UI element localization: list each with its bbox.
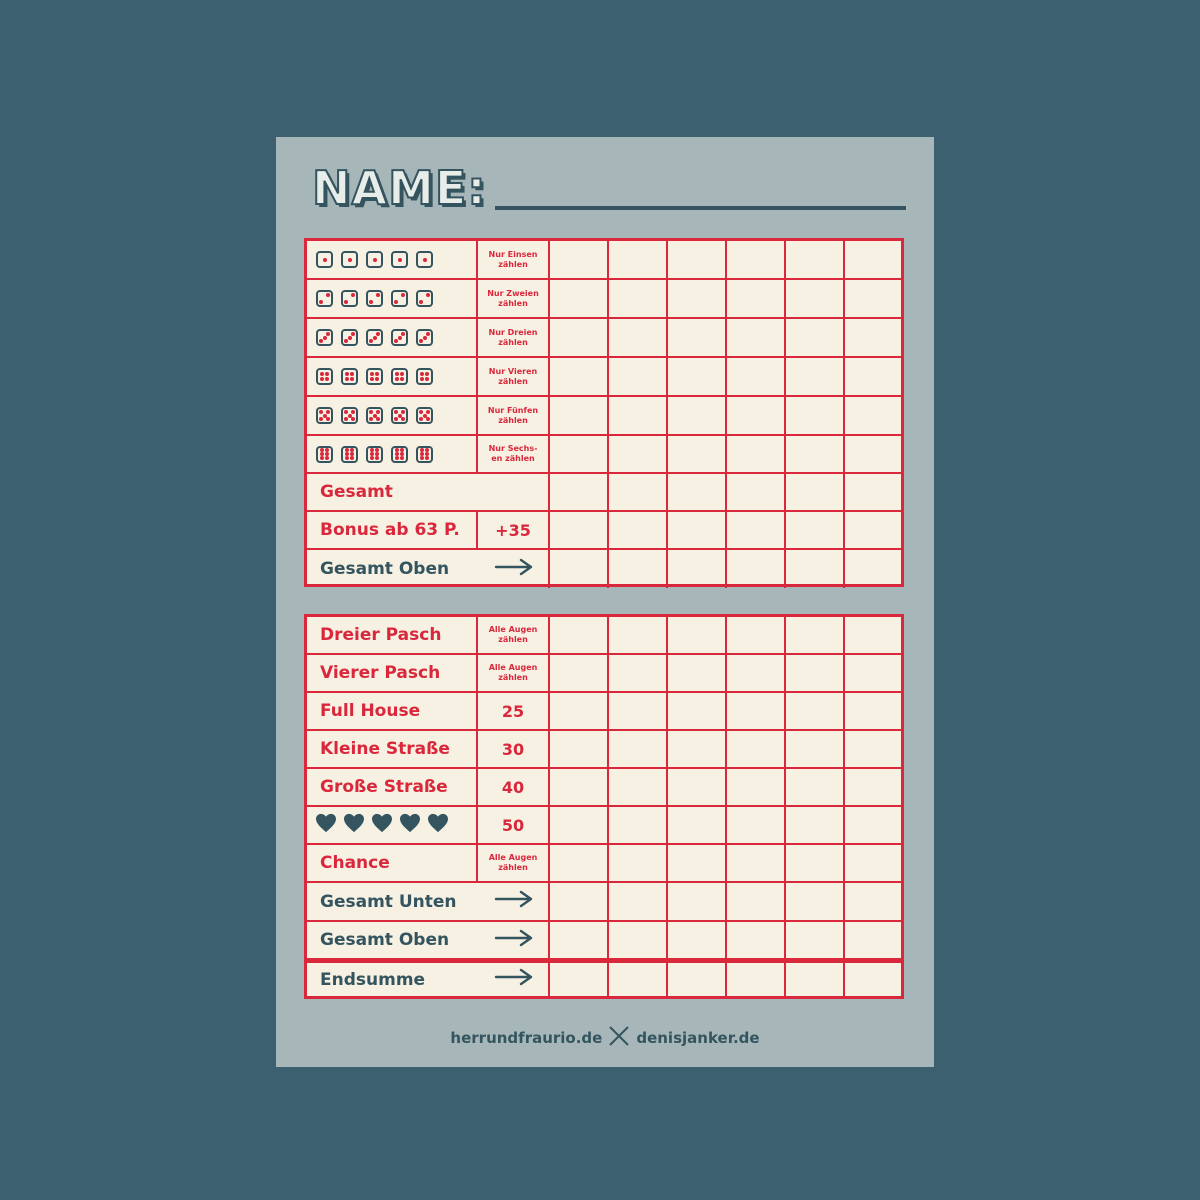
score-cell[interactable] — [668, 963, 727, 996]
pip — [344, 417, 348, 421]
score-cell[interactable] — [609, 436, 668, 474]
pip — [351, 332, 355, 336]
footer-link-right[interactable]: denisjanker.de — [636, 1029, 760, 1047]
score-cell[interactable] — [845, 693, 901, 731]
bonus-label: Bonus ab 63 P. — [307, 512, 478, 550]
die-6-icon — [416, 446, 433, 463]
pip — [400, 372, 404, 376]
pip — [376, 293, 380, 297]
pip — [350, 372, 354, 376]
pip — [420, 377, 424, 381]
score-cell[interactable] — [786, 963, 845, 996]
score-cell[interactable] — [609, 474, 668, 512]
pip — [351, 293, 355, 297]
score-cell[interactable] — [786, 617, 845, 655]
score-cell[interactable] — [550, 241, 609, 280]
pip — [370, 456, 374, 460]
scoring-note: Alle Augen zählen — [478, 845, 550, 883]
die-4-icon — [316, 368, 333, 385]
die-6-icon — [316, 446, 333, 463]
score-cell[interactable] — [786, 769, 845, 807]
pip — [401, 293, 405, 297]
score-cell[interactable] — [550, 655, 609, 693]
score-cell[interactable] — [668, 474, 727, 512]
dice-group — [307, 436, 478, 474]
score-cell[interactable] — [550, 550, 609, 588]
score-cell[interactable] — [550, 693, 609, 731]
score-cell[interactable] — [668, 922, 727, 960]
score-cell[interactable] — [727, 241, 786, 280]
score-cell[interactable] — [727, 319, 786, 358]
score-cell[interactable] — [845, 397, 901, 436]
score-cell[interactable] — [727, 731, 786, 769]
score-cell[interactable] — [727, 280, 786, 319]
score-cell[interactable] — [727, 655, 786, 693]
die-2-icon — [366, 290, 383, 307]
score-cell[interactable] — [786, 693, 845, 731]
score-cell[interactable] — [786, 358, 845, 397]
pip — [395, 372, 399, 376]
score-cell[interactable] — [609, 617, 668, 655]
arrow-right-icon — [494, 557, 534, 582]
score-cell[interactable] — [727, 358, 786, 397]
pip — [398, 258, 402, 262]
lower-row-5 — [307, 807, 901, 845]
score-cell[interactable] — [609, 845, 668, 883]
die-2-icon — [416, 290, 433, 307]
score-cell[interactable] — [845, 807, 901, 845]
score-cell[interactable] — [845, 655, 901, 693]
pip — [370, 372, 374, 376]
score-cell[interactable] — [609, 769, 668, 807]
die-4-icon — [391, 368, 408, 385]
score-cell[interactable] — [550, 807, 609, 845]
die-3-icon — [341, 329, 358, 346]
score-cell[interactable] — [550, 922, 609, 960]
score-cell[interactable] — [609, 731, 668, 769]
pip — [376, 332, 380, 336]
arrow-right-icon — [494, 967, 534, 992]
score-cell[interactable] — [609, 655, 668, 693]
lower-section — [304, 614, 904, 999]
pip — [400, 456, 404, 460]
pip — [320, 372, 324, 376]
score-cell[interactable] — [668, 319, 727, 358]
pip — [394, 417, 398, 421]
score-cell[interactable] — [727, 617, 786, 655]
score-cell[interactable] — [550, 617, 609, 655]
pip — [326, 332, 330, 336]
scoring-note: Nur Dreien zählen — [478, 319, 550, 358]
dice-group — [307, 358, 478, 397]
pip — [395, 377, 399, 381]
pip — [345, 377, 349, 381]
score-cell[interactable] — [668, 617, 727, 655]
pip — [373, 258, 377, 262]
die-5-icon — [416, 407, 433, 424]
heart-icon — [343, 813, 365, 837]
score-cell[interactable] — [668, 693, 727, 731]
score-cell[interactable] — [786, 241, 845, 280]
pip — [419, 417, 423, 421]
scoring-note: Nur Zweien zählen — [478, 280, 550, 319]
die-5-icon — [341, 407, 358, 424]
dice-row-3 — [307, 319, 901, 358]
dice-row-4 — [307, 358, 901, 397]
dice-row-1 — [307, 241, 901, 280]
gesamt-oben-label-text: Gesamt Oben — [320, 930, 450, 950]
die-4-icon — [341, 368, 358, 385]
scoring-note: Nur Sechs- en zählen — [478, 436, 550, 474]
die-3-icon — [391, 329, 408, 346]
bonus-row — [307, 512, 901, 550]
score-cell[interactable] — [727, 693, 786, 731]
score-cell[interactable] — [609, 280, 668, 319]
pip — [425, 377, 429, 381]
pip — [344, 300, 348, 304]
pip — [423, 336, 427, 340]
score-cell[interactable] — [550, 845, 609, 883]
pip — [369, 417, 373, 421]
score-cell[interactable] — [609, 922, 668, 960]
score-cell[interactable] — [786, 731, 845, 769]
score-cell[interactable] — [727, 397, 786, 436]
gesamt-oben-row — [307, 550, 901, 588]
score-cell[interactable] — [786, 436, 845, 474]
score-cell[interactable] — [845, 241, 901, 280]
score-cell[interactable] — [727, 550, 786, 588]
endsumme-label-text: Endsumme — [320, 969, 426, 990]
score-cell[interactable] — [609, 693, 668, 731]
score-cell[interactable] — [845, 474, 901, 512]
score-cell[interactable] — [609, 319, 668, 358]
score-cell[interactable] — [727, 807, 786, 845]
score-cell[interactable] — [550, 436, 609, 474]
lower-row-6 — [307, 845, 901, 883]
score-cell[interactable] — [845, 617, 901, 655]
name-label: NAME: — [312, 161, 487, 215]
pip — [370, 377, 374, 381]
pip — [420, 372, 424, 376]
score-cell[interactable] — [609, 358, 668, 397]
lower-label: Full House — [307, 693, 478, 731]
pip — [426, 293, 430, 297]
score-cell[interactable] — [845, 883, 901, 922]
die-3-icon — [366, 329, 383, 346]
score-cell[interactable] — [786, 280, 845, 319]
lower-row-2 — [307, 693, 901, 731]
score-cell[interactable] — [668, 807, 727, 845]
pip — [320, 456, 324, 460]
endsumme-label — [307, 963, 550, 996]
scoring-note: Alle Augen zählen — [478, 617, 550, 655]
pip — [348, 258, 352, 262]
heart-icon — [315, 813, 337, 837]
score-cell[interactable] — [845, 319, 901, 358]
pip — [350, 377, 354, 381]
scoring-note: Nur Vieren zählen — [478, 358, 550, 397]
gesamt-oben-label — [307, 922, 550, 960]
score-cell[interactable] — [609, 512, 668, 550]
score-cell[interactable] — [668, 883, 727, 922]
pip — [419, 300, 423, 304]
score-cell[interactable] — [668, 550, 727, 588]
lower-row-1 — [307, 655, 901, 693]
pip — [420, 456, 424, 460]
pip — [320, 377, 324, 381]
score-cell[interactable] — [609, 963, 668, 996]
score-cell[interactable] — [845, 731, 901, 769]
pip — [401, 332, 405, 336]
die-2-icon — [316, 290, 333, 307]
footer-link-left[interactable]: herrundfraurio.de — [450, 1029, 603, 1047]
score-cell[interactable] — [668, 769, 727, 807]
gesamt-unten-row — [307, 883, 901, 922]
lower-label — [307, 807, 478, 845]
score-cell[interactable] — [845, 358, 901, 397]
score-cell[interactable] — [845, 550, 901, 588]
pip — [376, 417, 380, 421]
lower-label: Chance — [307, 845, 478, 883]
die-6-icon — [366, 446, 383, 463]
footer — [276, 1025, 934, 1051]
pip — [325, 372, 329, 376]
points-value: 50 — [478, 807, 550, 845]
lower-label: Dreier Pasch — [307, 617, 478, 655]
score-cell[interactable] — [727, 963, 786, 996]
score-cell[interactable] — [668, 397, 727, 436]
gesamt-row — [307, 474, 901, 512]
pip — [375, 372, 379, 376]
score-cell[interactable] — [668, 280, 727, 319]
lower-row-4 — [307, 769, 901, 807]
dice-group — [307, 241, 478, 280]
score-cell[interactable] — [727, 474, 786, 512]
heart-icon — [399, 813, 421, 837]
pip — [345, 456, 349, 460]
arrow-right-icon — [494, 928, 534, 953]
heart-icon — [371, 813, 393, 837]
score-cell[interactable] — [609, 241, 668, 280]
score-cell[interactable] — [845, 845, 901, 883]
pip — [395, 456, 399, 460]
score-cell[interactable] — [786, 655, 845, 693]
gesamt-unten-label-text: Gesamt Unten — [320, 891, 457, 912]
score-cell[interactable] — [786, 474, 845, 512]
pip — [375, 377, 379, 381]
lower-label: Vierer Pasch — [307, 655, 478, 693]
die-1-icon — [341, 251, 358, 268]
points-value: 25 — [478, 693, 550, 731]
gesamt-oben-lower-row — [307, 922, 901, 960]
die-6-icon — [341, 446, 358, 463]
score-cell[interactable] — [727, 922, 786, 960]
die-2-icon — [391, 290, 408, 307]
score-cell[interactable] — [786, 397, 845, 436]
pip — [326, 417, 330, 421]
score-cell[interactable] — [550, 280, 609, 319]
points-value: +35 — [478, 512, 550, 550]
score-cell[interactable] — [845, 280, 901, 319]
score-cell[interactable] — [727, 883, 786, 922]
upper-section — [304, 238, 904, 587]
score-cell[interactable] — [786, 512, 845, 550]
pip — [400, 377, 404, 381]
pip — [426, 332, 430, 336]
scoring-note: Alle Augen zählen — [478, 655, 550, 693]
score-cell[interactable] — [727, 769, 786, 807]
score-cell[interactable] — [727, 436, 786, 474]
pip — [375, 456, 379, 460]
gesamt-unten-label — [307, 883, 550, 922]
points-value: 30 — [478, 731, 550, 769]
gesamt-label: Gesamt — [307, 474, 550, 512]
dice-group — [307, 397, 478, 436]
scoring-note: Nur Fünfen zählen — [478, 397, 550, 436]
name-line[interactable] — [495, 206, 906, 210]
score-cell[interactable] — [550, 731, 609, 769]
die-5-icon — [316, 407, 333, 424]
score-cell[interactable] — [845, 922, 901, 960]
score-cell[interactable] — [845, 512, 901, 550]
die-4-icon — [366, 368, 383, 385]
score-cell[interactable] — [786, 319, 845, 358]
pip — [423, 258, 427, 262]
die-2-icon — [341, 290, 358, 307]
lower-row-3 — [307, 731, 901, 769]
cross-icon — [606, 1025, 632, 1051]
die-3-icon — [416, 329, 433, 346]
score-cell[interactable] — [786, 807, 845, 845]
score-cell[interactable] — [668, 655, 727, 693]
pip — [325, 377, 329, 381]
pip — [425, 456, 429, 460]
score-cell[interactable] — [786, 922, 845, 960]
score-cell[interactable] — [668, 845, 727, 883]
score-cell[interactable] — [550, 397, 609, 436]
pip — [319, 300, 323, 304]
score-cell[interactable] — [786, 550, 845, 588]
die-1-icon — [391, 251, 408, 268]
lower-label: Große Straße — [307, 769, 478, 807]
score-cell[interactable] — [668, 241, 727, 280]
gesamt-oben-label — [307, 550, 550, 588]
pip — [326, 293, 330, 297]
score-card — [276, 137, 934, 1067]
score-cell[interactable] — [668, 358, 727, 397]
die-5-icon — [391, 407, 408, 424]
lower-row-0 — [307, 617, 901, 655]
die-1-icon — [316, 251, 333, 268]
pip — [425, 372, 429, 376]
dice-row-2 — [307, 280, 901, 319]
score-cell[interactable] — [609, 883, 668, 922]
score-cell[interactable] — [550, 474, 609, 512]
pip — [325, 456, 329, 460]
pip — [373, 336, 377, 340]
gesamt-oben-label-text: Gesamt Oben — [320, 559, 450, 579]
dice-row-5 — [307, 397, 901, 436]
pip — [323, 336, 327, 340]
scoring-note: Nur Einsen zählen — [478, 241, 550, 280]
score-cell[interactable] — [609, 807, 668, 845]
score-cell[interactable] — [786, 845, 845, 883]
heart-icon — [427, 813, 449, 837]
score-cell[interactable] — [727, 845, 786, 883]
score-cell[interactable] — [845, 963, 901, 996]
score-cell[interactable] — [550, 883, 609, 922]
points-value: 40 — [478, 769, 550, 807]
score-cell[interactable] — [550, 769, 609, 807]
die-6-icon — [391, 446, 408, 463]
pip — [348, 336, 352, 340]
score-cell[interactable] — [727, 512, 786, 550]
die-1-icon — [366, 251, 383, 268]
score-cell[interactable] — [668, 436, 727, 474]
score-cell[interactable] — [845, 436, 901, 474]
dice-group — [307, 319, 478, 358]
score-cell[interactable] — [845, 769, 901, 807]
endsumme-row — [307, 960, 901, 996]
pip — [369, 300, 373, 304]
arrow-right-icon — [494, 889, 534, 914]
score-cell[interactable] — [550, 358, 609, 397]
die-1-icon — [416, 251, 433, 268]
dice-group — [307, 280, 478, 319]
lower-label: Kleine Straße — [307, 731, 478, 769]
pip — [401, 417, 405, 421]
pip — [398, 336, 402, 340]
score-cell[interactable] — [609, 550, 668, 588]
score-cell[interactable] — [668, 512, 727, 550]
pip — [319, 417, 323, 421]
dice-row-6 — [307, 436, 901, 474]
pip — [350, 456, 354, 460]
score-cell[interactable] — [609, 397, 668, 436]
pip — [323, 258, 327, 262]
pip — [426, 417, 430, 421]
pip — [394, 300, 398, 304]
pip — [345, 372, 349, 376]
score-cell[interactable] — [786, 883, 845, 922]
die-4-icon — [416, 368, 433, 385]
score-cell[interactable] — [550, 512, 609, 550]
score-cell[interactable] — [550, 319, 609, 358]
score-cell[interactable] — [668, 731, 727, 769]
die-5-icon — [366, 407, 383, 424]
score-cell[interactable] — [550, 963, 609, 996]
die-3-icon — [316, 329, 333, 346]
pip — [351, 417, 355, 421]
